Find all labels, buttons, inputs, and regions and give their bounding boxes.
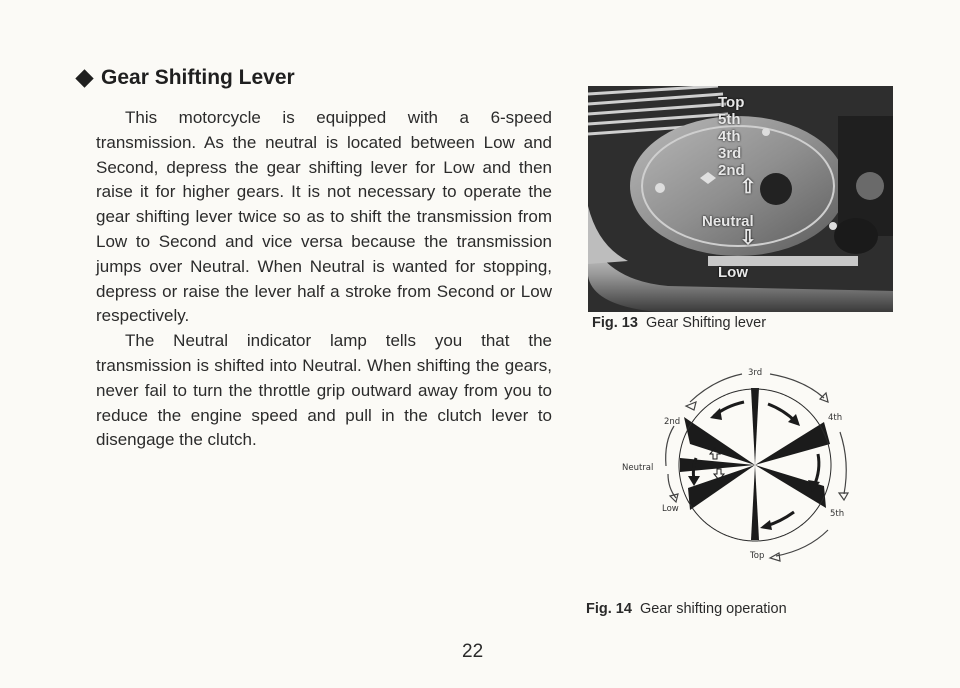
section-heading-text: Gear Shifting Lever — [101, 66, 295, 89]
gear-label-neutral: Neutral — [702, 213, 754, 230]
gear-position-labels — [702, 94, 778, 281]
label-neutral: Neutral — [622, 463, 654, 473]
wedge-third-icon — [751, 388, 759, 465]
figure-13-caption — [592, 315, 766, 331]
section-heading — [74, 66, 295, 90]
arrow-up-icon: ⇧ — [739, 176, 757, 198]
gear-shift-diagram — [618, 362, 858, 572]
diamond-bullet-icon — [75, 69, 93, 87]
gear-label-low: Low — [718, 264, 748, 281]
body-text — [96, 106, 552, 453]
label-low: Low — [662, 504, 679, 514]
label-second: 2nd — [664, 417, 681, 427]
wedge-top-icon — [751, 465, 759, 540]
figure-13-label: Fig. 13 — [592, 315, 638, 331]
figure-13-title: Gear Shifting lever — [645, 315, 767, 331]
figure-14-label: Fig. 14 — [586, 601, 632, 617]
label-top: Top — [750, 551, 765, 561]
gear-label-3rd: 3rd — [718, 145, 742, 162]
gear-label-top: Top — [718, 94, 745, 111]
paragraph-1: This motorcycle is equipped with a 6-speed transmission. As the neutral is located between Low and Second, depress the gear shifting lever for Low and then raise it for higher gears. It is not necessary to operate the gear shifting lever twice so as to shift the transmission from Low to Second and vice versa because the transmission jumps over Neutral. When Neutral is wanted for stopping, depress or raise the lever half a stroke from Second or Low respectively. — [96, 108, 552, 326]
label-fourth: 4th — [828, 413, 843, 423]
page-number: 22 — [462, 641, 484, 662]
gear-label-4th: 4th — [718, 128, 741, 145]
figure-14-caption — [586, 601, 787, 617]
label-fifth: 5th — [830, 509, 845, 519]
gear-label-5th: 5th — [718, 111, 741, 128]
gear-label-2nd: 2nd — [718, 162, 745, 179]
paragraph-2: The Neutral indicator lamp tells you that the transmission is shifted into Neutral. When shifting the gears, never fail to turn the throttle grip outward away from you to reduce the engine speed and pull in the clutch lever to disengage the clutch. — [96, 331, 552, 450]
label-third: 3rd — [748, 368, 763, 378]
arrow-down-icon: ⇩ — [739, 227, 757, 249]
sector-wedges — [680, 388, 830, 540]
figure-14-title: Gear shifting operation — [639, 601, 787, 617]
